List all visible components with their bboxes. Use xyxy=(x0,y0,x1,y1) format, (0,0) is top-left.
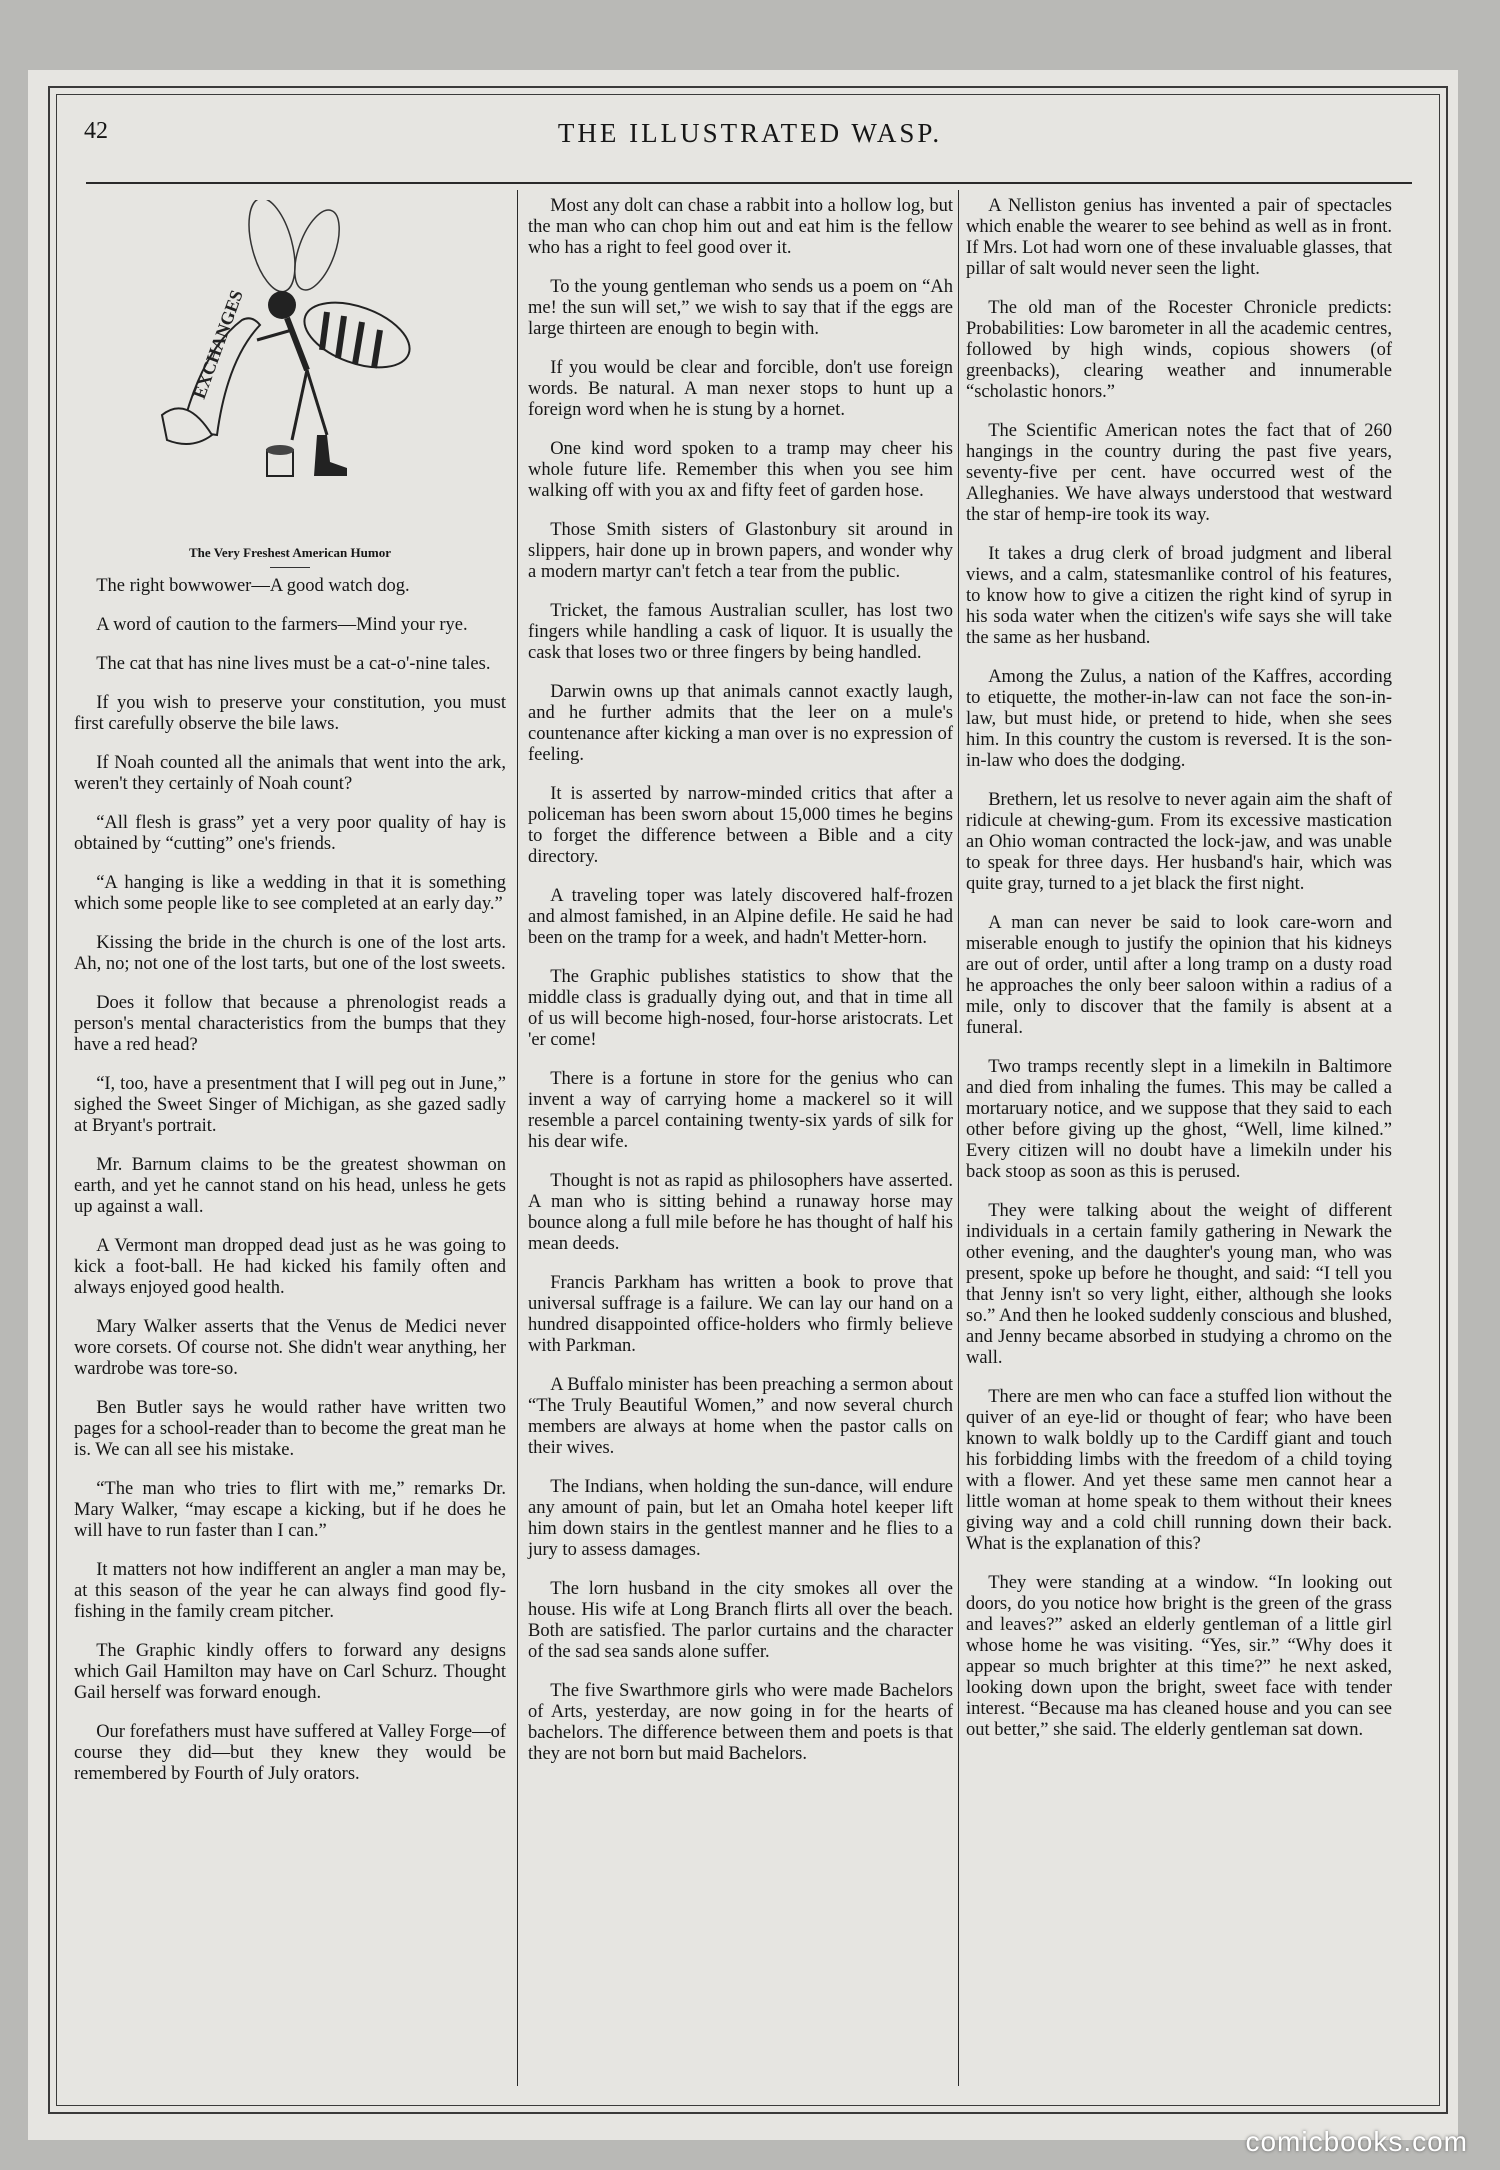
article-paragraph: A Nelliston genius has invented a pair of spectacles which enable the wearer to see behind as well as in front. If Mrs. Lot had worn one of these invaluable glasses, that pillar of salt would never seen the light. xyxy=(966,196,1392,279)
article-paragraph: To the young gentleman who sends us a poem on “Ah me! the sun will set,” we wish to say that if the eggs are large thirteen are enough to begin with. xyxy=(528,277,953,339)
column-2 xyxy=(528,196,953,1783)
article-paragraph: Kissing the bride in the church is one of the lost arts. Ah, no; not one of the lost tarts, but one of the lost sweets. xyxy=(74,933,506,974)
article-paragraph: “The man who tries to flirt with me,” remarks Dr. Mary Walker, “may escape a kicking, but if he does he will have to run faster than I can.” xyxy=(74,1479,506,1541)
wasp-illustration xyxy=(74,190,506,490)
column-3 xyxy=(966,196,1392,1759)
article-paragraph: If you would be clear and forcible, don't use foreign words. Be natural. A man nexer stops to hunt up a foreign word when he is stung by a hornet. xyxy=(528,358,953,420)
article-paragraph: The Scientific American notes the fact that of 260 hangings in the country during the past five years, seventy-five per cent. have occurred west of the Alleghanies. We have always understood that westward the star of hemp-ire took its way. xyxy=(966,421,1392,525)
article-paragraph: Ben Butler says he would rather have written two pages for a school-reader than to become the great man he is. We can all see his mistake. xyxy=(74,1398,506,1460)
article-paragraph: “A hanging is like a wedding in that it is something which some people like to see completed at an early day.” xyxy=(74,873,506,914)
article-paragraph: Mary Walker asserts that the Venus de Medici never wore corsets. Of course not. She didn't wear anything, her wardrobe was tore-so. xyxy=(74,1317,506,1379)
article-paragraph: A traveling toper was lately discovered half-frozen and almost famished, in an Alpine defile. He said he had been on the tramp for a week, and hadn't Metter-horn. xyxy=(528,886,953,948)
article-paragraph: Thought is not as rapid as philosophers have asserted. A man who is sitting behind a runaway horse may bounce along a full mile before he has thought of half his mean deeds. xyxy=(528,1171,953,1254)
article-paragraph: Darwin owns up that animals cannot exactly laugh, and he further admits that the leer on a mule's countenance after kicking a man over is no expression of feeling. xyxy=(528,682,953,765)
svg-text:EXCHANGES: EXCHANGES xyxy=(188,287,247,402)
article-paragraph: Two tramps recently slept in a limekiln in Baltimore and died from inhaling the fumes. This may be called a mortaruary notice, and we suppose that they said to each other before giving up the ghost, “Well, lime kilned.” Every citizen will no doubt have a limekiln under his back stoop as soon as this is perused. xyxy=(966,1057,1392,1182)
article-paragraph: The old man of the Rocester Chronicle predicts: Probabilities: Low barometer in all the academic centres, followed by high winds, copious showers (of greenbacks), clearing weather and innumerable “scholastic honors.” xyxy=(966,298,1392,402)
article-paragraph: The cat that has nine lives must be a cat-o'-nine tales. xyxy=(96,654,491,674)
article-paragraph: A man can never be said to look care-worn and miserable enough to justify the opinion that his kidneys are out of order, until after a long tramp on a dusty road he approaches the only beer saloon within a radius of a mile, only to discover that the family is absent at a funeral. xyxy=(966,913,1392,1038)
article-paragraph: It matters not how indifferent an angler a man may be, at this season of the year he can always find good fly-fishing in the family cream pitcher. xyxy=(74,1560,506,1622)
article-paragraph: The Indians, when holding the sun-dance, will endure any amount of pain, but let an Omaha hotel keeper lift him down stairs in the gentlest manner and he flies to a jury to assess damages. xyxy=(528,1477,953,1560)
article-paragraph: “I, too, have a presentment that I will peg out in June,” sighed the Sweet Singer of Michigan, as she gazed sadly at Bryant's portrait. xyxy=(74,1074,506,1136)
article-paragraph: The right bowwower—A good watch dog. xyxy=(96,576,410,596)
site-watermark: comicbooks.com xyxy=(1245,2126,1468,2157)
article-paragraph: Our forefathers must have suffered at Valley Forge—of course they did—but they knew they would be remembered by Fourth of July orators. xyxy=(74,1722,506,1784)
article-paragraph: Mr. Barnum claims to be the greatest showman on earth, and yet he cannot stand on his head, unless he gets up against a wall. xyxy=(74,1155,506,1217)
article-paragraph: Most any dolt can chase a rabbit into a hollow log, but the man who can chop him out and eat him is the fellow who has a right to feel good over it. xyxy=(528,196,953,258)
article-paragraph: Those Smith sisters of Glastonbury sit around in slippers, hair done up in brown papers, and wonder why a modern martyr can't fetch a tear from the public. xyxy=(528,520,953,582)
page-number: 42 xyxy=(84,118,108,144)
article-paragraph: If Noah counted all the animals that went into the ark, weren't they certainly of Noah count? xyxy=(74,753,506,794)
article-paragraph: If you wish to preserve your constitution, you must first carefully observe the bile laws. xyxy=(74,693,506,734)
article-paragraph: There is a fortune in store for the genius who can invent a way of carrying home a mackerel so it will resemble a parcel containing twenty-six yards of silk for his dear wife. xyxy=(528,1069,953,1152)
article-paragraph: Does it follow that because a phrenologist reads a person's mental characteristics from the bumps that they have a red head? xyxy=(74,993,506,1055)
article-paragraph: Francis Parkham has written a book to prove that universal suffrage is a failure. We can lay our hand on a hundred disappointed office-holders who firmly believe with Parkman. xyxy=(528,1273,953,1356)
wasp-drawing xyxy=(142,200,442,490)
article-paragraph: Tricket, the famous Australian sculler, has lost two fingers while handling a cask of liquor. It is usually the cask that loses two or three fingers by being handled. xyxy=(528,601,953,663)
article-paragraph: It takes a drug clerk of broad judgment and liberal views, and a calm, statesmanlike control of his features, to know how to give a citizen the right kind of syrup in his soda water when the citizen's wife says she will take the same as her husband. xyxy=(966,544,1392,648)
article-paragraph: A Vermont man dropped dead just as he was going to kick a foot-ball. He had kicked his family often and always enjoyed good health. xyxy=(74,1236,506,1298)
article-paragraph: It is asserted by narrow-minded critics that after a policeman has been sworn about 15,000 times he begins to forget the difference between a Bible and a city directory. xyxy=(528,784,953,867)
column-divider-1 xyxy=(517,190,518,2086)
article-paragraph: The lorn husband in the city smokes all over the house. His wife at Long Branch flirts all over the beach. Both are satisfied. The parlor curtains and the character of the sad sea sands alone suffer. xyxy=(528,1579,953,1662)
column-1 xyxy=(74,190,506,1784)
article-paragraph: One kind word spoken to a tramp may cheer his whole future life. Remember this when you see him walking off with you ax and fifty feet of garden hose. xyxy=(528,439,953,501)
illustration-caption: The Very Freshest American Humor xyxy=(189,545,391,560)
article-paragraph: They were standing at a window. “In looking out doors, do you notice how bright is the green of the grass and leaves?” asked an elderly gentleman of a little girl whose home he was visiting. “Yes, sir.” “Why does it appear so much brighter at this time?” he next asked, looking down upon the bright, sweet face with tender interest. “Because ma has cleaned house and you can see out better,” she said. The elderly gentleman sat down. xyxy=(966,1573,1392,1740)
article-paragraph: Brethern, let us resolve to never again aim the shaft of ridicule at chewing-gum. From its excessive mastication an Ohio woman contracted the lock-jaw, and was unable to speak for three days. Her husband's hair, which was quite gray, turned to a jet black the first night. xyxy=(966,790,1392,894)
article-paragraph: They were talking about the weight of different individuals in a certain family gathering in Newark the other evening, and the daughter's young man, who was present, spoke up before he thought, and said: “I tell you that Jenny isn't so very light, either, although she looks so.” And then he looked suddenly conscious and blushed, and Jenny became absorbed in studying a chromo on the wall. xyxy=(966,1201,1392,1368)
article-paragraph: A word of caution to the farmers—Mind your rye. xyxy=(96,615,468,635)
masthead-title: THE ILLUSTRATED WASP. xyxy=(557,118,943,148)
article-paragraph: A Buffalo minister has been preaching a sermon about “The Truly Beautiful Women,” and now several church members are always at home when the pastor calls on their wives. xyxy=(528,1375,953,1458)
article-paragraph: There are men who can face a stuffed lion without the quiver of an eye-lid or thought of fear; who have been known to walk boldly up to the Cardiff giant and touch his forbidding limbs with the freedom of a child toying with a flower. And yet these same men cannot hear a little woman at home speak to them without their knees giving way and a cold chill running down their back. What is the explanation of this? xyxy=(966,1387,1392,1554)
caption-rule xyxy=(270,567,310,568)
article-paragraph: Among the Zulus, a nation of the Kaffres, according to etiquette, the mother-in-law can not face the son-in-law, but must hide, or pretend to hide, when she sees him. In this country the custom is reversed. It is the son-in-law who does the dodging. xyxy=(966,667,1392,771)
article-paragraph: “All flesh is grass” yet a very poor quality of hay is obtained by “cutting” one's friends. xyxy=(74,813,506,854)
article-paragraph: The Graphic kindly offers to forward any designs which Gail Hamilton may have on Carl Schurz. Thought Gail herself was forward enough. xyxy=(74,1641,506,1703)
column-divider-2 xyxy=(958,190,959,2086)
header-rule xyxy=(86,182,1412,184)
article-paragraph: The Graphic publishes statistics to show that the middle class is gradually dying out, and that in time all of us will become high-nosed, four-horse aristocrats. Let 'er come! xyxy=(528,967,953,1050)
article-paragraph: The five Swarthmore girls who were made Bachelors of Arts, yesterday, are now going in for the hearts of bachelors. The difference between them and poets is that they are not born but maid Bachelors. xyxy=(528,1681,953,1764)
